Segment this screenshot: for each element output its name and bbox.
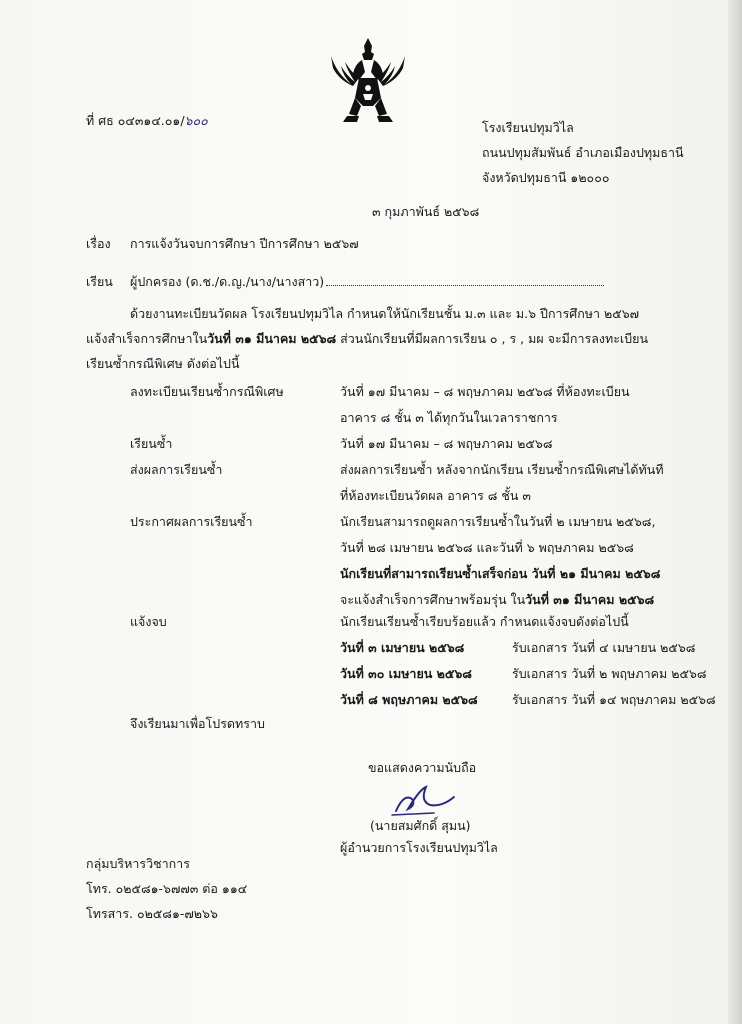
item-4-line-1: นักเรียนสามารถดูผลการเรียนซ้ำในวันที่ ๒ เมษายน ๒๕๖๘,	[340, 514, 656, 529]
item-3-line-1: ส่งผลการเรียนซ้ำ หลังจากนักเรียน เรียนซ้ำกรณีพิเศษได้ทันที	[340, 462, 664, 477]
recipient-text: ผู้ปกครอง (ด.ช./ด.ญ./นาง/นางสาว)	[130, 274, 325, 289]
salutation-label: เรียน	[86, 274, 113, 289]
recipient-blank-line	[326, 274, 604, 286]
letter-date: ๓ กุมภาพันธ์ ๒๕๖๘	[372, 204, 480, 219]
item-2-line-1: วันที่ ๑๗ มีนาคม – ๘ พฤษภาคม ๒๕๖๘	[340, 436, 553, 451]
reference-handwritten-number: ๖๐๐	[184, 113, 208, 128]
item-5-label: แจ้งจบ	[130, 614, 167, 629]
footer-fax: โทรสาร. ๐๒๕๘๑-๗๒๖๖	[86, 906, 218, 921]
reference-number	[86, 113, 208, 129]
sender-line-1: โรงเรียนปทุมวิไล	[482, 120, 574, 135]
closing-regards: ขอแสดงความนับถือ	[368, 760, 477, 775]
item-4-line-4-bold: วันที่ ๓๑ มีนาคม ๒๕๖๘	[525, 592, 655, 607]
item-3-label: ส่งผลการเรียนซ้ำ	[130, 462, 223, 477]
item-4-line-4-pre: จะแจ้งสำเร็จการศึกษาพร้อมรุ่น ใน	[340, 592, 526, 607]
subject-text: การแจ้งวันจบการศึกษา ปีการศึกษา ๒๕๖๗	[130, 236, 359, 251]
salutation-text	[130, 274, 604, 290]
graduation-date-bold: วันที่ ๓๑ มีนาคม ๒๕๖๘	[207, 331, 337, 346]
garuda-emblem-icon	[329, 36, 407, 128]
reference-prefix: ที่ ศธ ๐๔๓๑๔.๐๑/	[86, 113, 185, 128]
closing-request: จึงเรียนมาเพื่อโปรดทราบ	[130, 716, 265, 731]
subject-label: เรื่อง	[86, 236, 111, 251]
body-line-2-pre: แจ้งสำเร็จการศึกษาใน	[86, 331, 208, 346]
footer-phone: โทร. ๐๒๕๘๑-๖๗๗๓ ต่อ ๑๑๔	[86, 881, 248, 896]
footer-department: กลุ่มบริหารวิชาการ	[86, 856, 190, 871]
item-2-label: เรียนซ้ำ	[130, 436, 173, 451]
signer-title: ผู้อำนวยการโรงเรียนปทุมวิไล	[340, 840, 498, 855]
page-edge	[728, 0, 742, 1024]
item-5-row-1-date: วันที่ ๓ เมษายน ๒๕๖๘	[340, 640, 465, 655]
item-5-row-2-date: วันที่ ๓๐ เมษายน ๒๕๖๘	[340, 666, 472, 681]
item-5-row-3-date: วันที่ ๘ พฤษภาคม ๒๕๖๘	[340, 692, 478, 707]
item-1-line-2: อาคาร ๘ ชั้น ๓ ได้ทุกวันในเวลาราชการ	[340, 410, 558, 425]
item-3-line-2: ที่ห้องทะเบียนวัดผล อาคาร ๘ ชั้น ๓	[340, 488, 531, 503]
item-5-row-2-receive: รับเอกสาร วันที่ ๒ พฤษภาคม ๒๕๖๘	[512, 666, 707, 681]
body-line-2	[86, 331, 648, 347]
item-5-row-3-receive: รับเอกสาร วันที่ ๑๔ พฤษภาคม ๒๕๖๘	[512, 692, 716, 707]
item-4-line-3: นักเรียนที่สามารถเรียนซ้ำเสร็จก่อน วันที่ ๒๑ มีนาคม ๒๕๖๘	[340, 566, 661, 581]
signer-name: (นายสมศักดิ์ สุมน)	[370, 818, 471, 833]
item-5-line-1: นักเรียนเรียนซ้ำเรียบร้อยแล้ว กำหนดแจ้งจบดังต่อไปนี้	[340, 614, 629, 629]
item-4-line-2: วันที่ ๒๘ เมษายน ๒๕๖๘ และวันที่ ๖ พฤษภาคม ๒๕๖๘	[340, 540, 634, 555]
signature	[390, 783, 460, 819]
sender-line-2: ถนนปทุมสัมพันธ์ อำเภอเมืองปทุมธานี	[482, 145, 684, 160]
item-1-label: ลงทะเบียนเรียนซ้ำกรณีพิเศษ	[130, 384, 284, 399]
item-4-line-4	[340, 592, 654, 608]
item-4-label: ประกาศผลการเรียนซ้ำ	[130, 514, 253, 529]
item-1-line-1: วันที่ ๑๗ มีนาคม – ๘ พฤษภาคม ๒๕๖๘ ที่ห้องทะเบียน	[340, 384, 630, 399]
item-5-row-1-receive: รับเอกสาร วันที่ ๔ เมษายน ๒๕๖๘	[512, 640, 696, 655]
body-line-3: เรียนซ้ำกรณีพิเศษ ดังต่อไปนี้	[86, 356, 240, 371]
body-line-1: ด้วยงานทะเบียนวัดผล โรงเรียนปทุมวิไล กำหนดให้นักเรียนชั้น ม.๓ และ ม.๖ ปีการศึกษา ๒๕๖๗	[130, 306, 640, 321]
sender-line-3: จังหวัดปทุมธานี ๑๒๐๐๐	[482, 170, 610, 185]
body-line-2-post: ส่วนนักเรียนที่มีผลการเรียน ๐ , ร , มผ จะมีการลงทะเบียน	[336, 331, 649, 346]
